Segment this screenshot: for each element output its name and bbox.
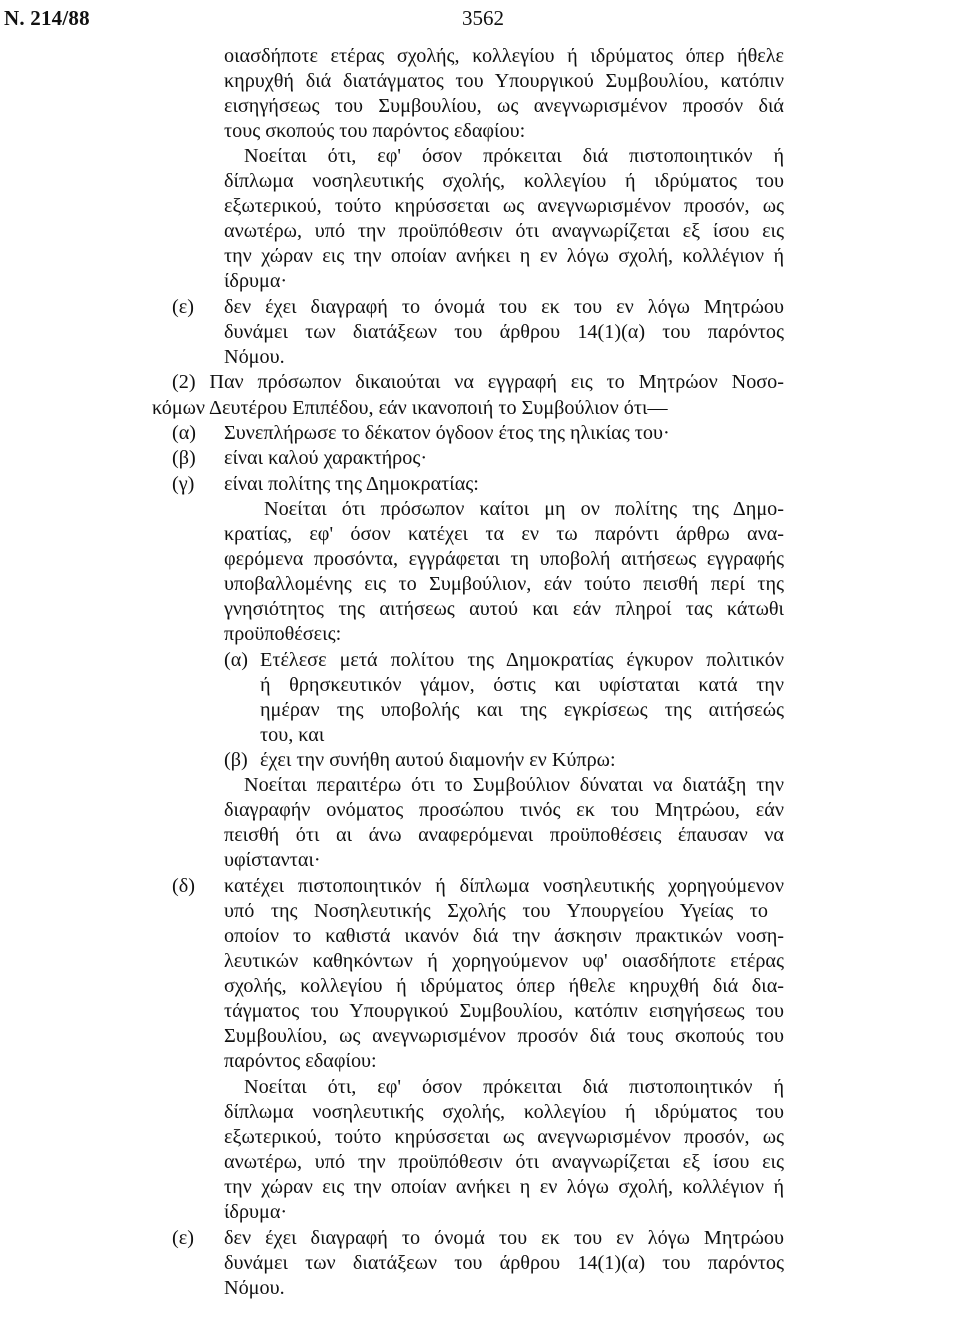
text-line: ίδρυμα·	[224, 1201, 288, 1223]
text-line: Νοείται ότι, εφ' όσον πρόκειται διά πιστοποιητικόν ή	[244, 145, 784, 167]
text-line: δυνάμει των διατάξεων του άρθρου 14(1)(α) του παρόντος	[224, 321, 784, 343]
text-line: οποίον το καθιστά ικανόν διά την άσκησιν πρακτικών νοση-	[224, 925, 784, 947]
item-label: (γ)	[172, 473, 195, 495]
text-line: οιασδήποτε ετέρας σχολής, κολλεγίου ή ιδρύματος όπερ ήθελε	[224, 45, 784, 67]
text-line: Νοείται περαιτέρω ότι το Συμβούλιον δύναται να διατάξη την	[244, 774, 784, 796]
text-line: εξωτερικού, τούτο κηρύσσεται ως ανεγνωρισμένον προσόν, ως	[224, 1126, 784, 1148]
text-line: είναι καλού χαρακτήρος·	[224, 447, 428, 469]
text-line: κόμων Δευτέρου Επιπέδου, εάν ικανοποιή το Συμβούλιον ότι—	[152, 397, 668, 419]
text-line: δίπλωμα νοσηλευτικής σχολής, κολλεγίου ή ιδρύματος του	[224, 170, 784, 192]
text-line: έχει την συνήθη αυτού διαμονήν εν Κύπρω:	[260, 749, 616, 771]
text-line: ανωτέρω, υπό την προϋπόθεσιν ότι αναγνωρίζεται εξ ίσου εις	[224, 220, 784, 242]
text-line: παρόντος εδαφίου:	[224, 1050, 377, 1072]
text-line: υποβαλλομένης εις το Συμβούλιον, εάν τούτο πεισθή περί της	[224, 573, 784, 595]
text-line: πεισθή ότι αι άνω αναφερόμεναι προϋποθέσεις έπαυσαν να	[224, 824, 784, 846]
page-number: 3562	[462, 6, 504, 30]
page-header	[0, 4, 960, 38]
text-line: Νοείται ότι πρόσωπον καίτοι μη ον πολίτης της Δημο-	[264, 498, 784, 520]
text-line: ή θρησκευτικόν γάμον, όστις και υφίσταται κατά την	[260, 674, 784, 696]
text-line: διαγραφήν ονόματος προσώπου τινός εκ του Μητρώου, εάν	[224, 799, 784, 821]
text-line: την χώραν εις την οποίαν ανήκει η εν λόγω σχολή, κολλέγιον ή	[224, 245, 784, 267]
text-line: δεν έχει διαγραφή το όνομά του εκ του εν λόγω Μητρώου	[224, 1227, 784, 1249]
text-line: γνησιότητος της αιτήσεως αυτού και εάν πληροί τας κάτωθι	[224, 598, 784, 620]
text-line: υπό της Νοσηλευτικής Σχολής του Υπουργείου Υγείας το	[224, 900, 768, 922]
item-label: (β)	[224, 749, 248, 771]
text-line: είναι πολίτης της Δημοκρατίας:	[224, 473, 479, 495]
text-line: κηρυχθή διά διατάγματος του Υπουργικού Συμβουλίου, κατόπιν	[224, 70, 784, 92]
text-line: εισηγήσεως του Συμβουλίου, ως ανεγνωρισμένον προσόν διά	[224, 95, 784, 117]
text-line: υφίστανται·	[224, 849, 321, 871]
text-line: κρατίας, εφ' όσον κατέχει τα εν τω παρόντι άρθρω ανα-	[224, 523, 784, 545]
text-line: δίπλωμα νοσηλευτικής σχολής, κολλεγίου ή ιδρύματος του	[224, 1101, 784, 1123]
text-line: Νόμου.	[224, 346, 285, 368]
item-label: (ε)	[172, 296, 194, 318]
text-line: ίδρυμα·	[224, 270, 288, 292]
text-line: φερόμενα προσόντα, εγγράφεται τη υποβολή αιτήσεως εγγραφής	[224, 548, 784, 570]
text-line: τους σκοπούς του παρόντος εδαφίου:	[224, 120, 526, 142]
text-line: κατέχει πιστοποιητικόν ή δίπλωμα νοσηλευτικής χορηγούμενον	[224, 875, 784, 897]
item-label: (α)	[224, 649, 249, 671]
item-label: (δ)	[172, 875, 195, 897]
item-label: (α)	[172, 422, 197, 444]
text-line: Ετέλεσε μετά πολίτου της Δημοκρατίας έγκυρον πολιτικόν	[260, 649, 784, 671]
text-line: λευτικών καθηκόντων ή χορηγούμενον υφ' οιασδήποτε ετέρας	[224, 950, 784, 972]
text-line: του, και	[260, 724, 325, 746]
text-line: την χώραν εις την οποίαν ανήκει η εν λόγω σχολή, κολλέγιον ή	[224, 1176, 784, 1198]
law-reference: Ν. 214/88	[4, 6, 90, 30]
text-line: Νοείται ότι, εφ' όσον πρόκειται διά πιστοποιητικόν ή	[244, 1076, 784, 1098]
text-line: σχολής, κολλεγίου ή ιδρύματος όπερ ήθελε κηρυχθή διά δια-	[224, 975, 784, 997]
text-line: εξωτερικού, τούτο κηρύσσεται ως ανεγνωρισμένον προσόν, ως	[224, 195, 784, 217]
text-line: Νόμου.	[224, 1277, 285, 1299]
text-line: ανωτέρω, υπό την προϋπόθεσιν ότι αναγνωρίζεται εξ ίσου εις	[224, 1151, 784, 1173]
text-line: ημέραν της υποβολής και της εγκρίσεως της αιτήσεώς	[260, 699, 784, 721]
item-label: (ε)	[172, 1227, 194, 1249]
text-line: Συνεπλήρωσε το δέκατον όγδοον έτος της ηλικίας του·	[224, 422, 670, 444]
text-line: προϋποθέσεις:	[224, 623, 342, 645]
text-line: δυνάμει των διατάξεων του άρθρου 14(1)(α) του παρόντος	[224, 1252, 784, 1274]
text-line: (2) Παν πρόσωπον δικαιούται να εγγραφή εις το Μητρώον Νοσο-	[172, 371, 784, 393]
text-line: τάγματος του Υπουργικού Συμβουλίου, κατόπιν εισηγήσεως του	[224, 1000, 784, 1022]
text-line: Συμβουλίου, ως ανεγνωρισμένον προσόν διά τους σκοπούς του	[224, 1025, 784, 1047]
text-line: δεν έχει διαγραφή το όνομά του εκ του εν λόγω Μητρώου	[224, 296, 784, 318]
item-label: (β)	[172, 447, 196, 469]
